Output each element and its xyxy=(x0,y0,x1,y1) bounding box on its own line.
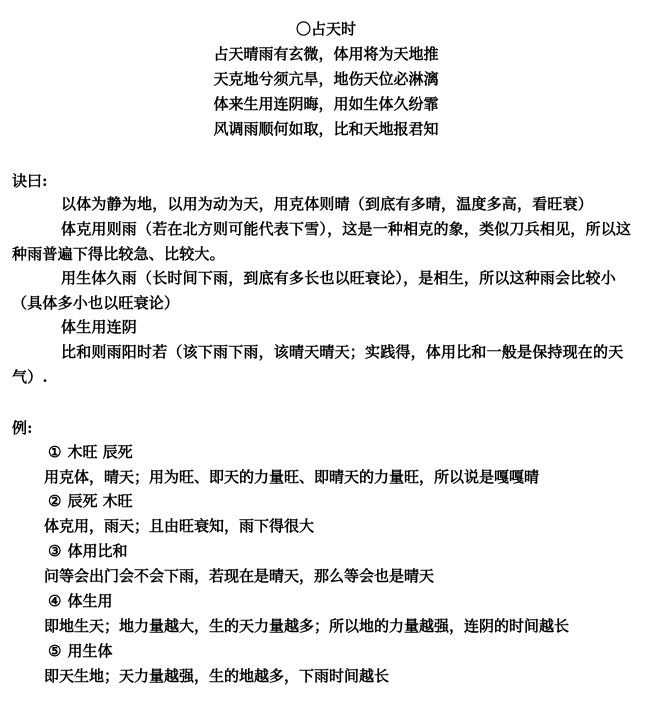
example-text-5: 即天生地；天力量越强，生的地越多，下雨时间越长 xyxy=(44,667,390,685)
example-title-text: 辰死 木旺 xyxy=(67,492,133,510)
example-title-4 xyxy=(48,590,112,612)
example-text-1: 用克体，晴天；用为旺、即天的力量旺、即晴天的力量旺，所以说是嘎嘎晴 xyxy=(44,468,540,486)
example-text-2: 体克用，雨天；且由旺衰知，雨下得很大 xyxy=(44,517,315,535)
example-number: ④ xyxy=(48,592,62,610)
example-title-3 xyxy=(48,540,127,562)
example-number: ① xyxy=(48,443,62,461)
formula-line-1: 以体为静为地，以用为动为天，用克体则晴（到底有多晴，温度多高，看旺衰） xyxy=(61,195,594,213)
example-text-4: 即地生天；地力量越大，生的天力量越多；所以地的力量越强，连阴的时间越长 xyxy=(44,617,570,635)
example-title-1 xyxy=(48,441,133,463)
example-title-2 xyxy=(48,490,133,512)
formula-line-5: 比和则雨阳时若（该下雨下雨，该晴天晴天；实践得，体用比和一般是保持现在的天气）. xyxy=(12,343,624,386)
examples-heading: 例: xyxy=(12,419,33,437)
example-title-5 xyxy=(48,640,112,662)
verse-line-3: 体来生用连阴晦，用如生体久纷霏 xyxy=(213,95,439,113)
formula-line-2: 体克用则雨（若在北方则可能代表下雪），这是一种相克的象，类似刀兵相见，所以这种雨普遍下得比较急、比较大。 xyxy=(12,220,632,263)
formula-line-4: 体生用连阴 xyxy=(61,318,138,336)
example-title-text: 体用比和 xyxy=(67,542,128,560)
example-title-text: 用生体 xyxy=(67,642,113,660)
title: 〇占天时 xyxy=(295,20,356,38)
example-number: ② xyxy=(48,492,62,510)
verse-line-1: 占天晴雨有玄微，体用将为天地推 xyxy=(213,45,439,63)
example-number: ⑤ xyxy=(48,642,62,660)
example-title-text: 木旺 辰死 xyxy=(67,443,133,461)
example-number: ③ xyxy=(48,542,62,560)
verse-line-2: 天克地兮须亢旱，地伤天位必淋漓 xyxy=(213,70,439,88)
verse-line-4: 风调雨顺何如取，比和天地报君知 xyxy=(213,120,439,138)
example-text-3: 问等会出门会不会下雨，若现在是晴天，那么等会也是晴天 xyxy=(44,567,435,585)
example-title-text: 体生用 xyxy=(67,592,113,610)
formula-heading: 诀曰: xyxy=(12,172,48,190)
formula-line-3: 用生体久雨（长时间下雨，到底有多长也以旺衰论），是相生，所以这种雨会比较小（具体多小也以旺衰论） xyxy=(12,269,616,312)
